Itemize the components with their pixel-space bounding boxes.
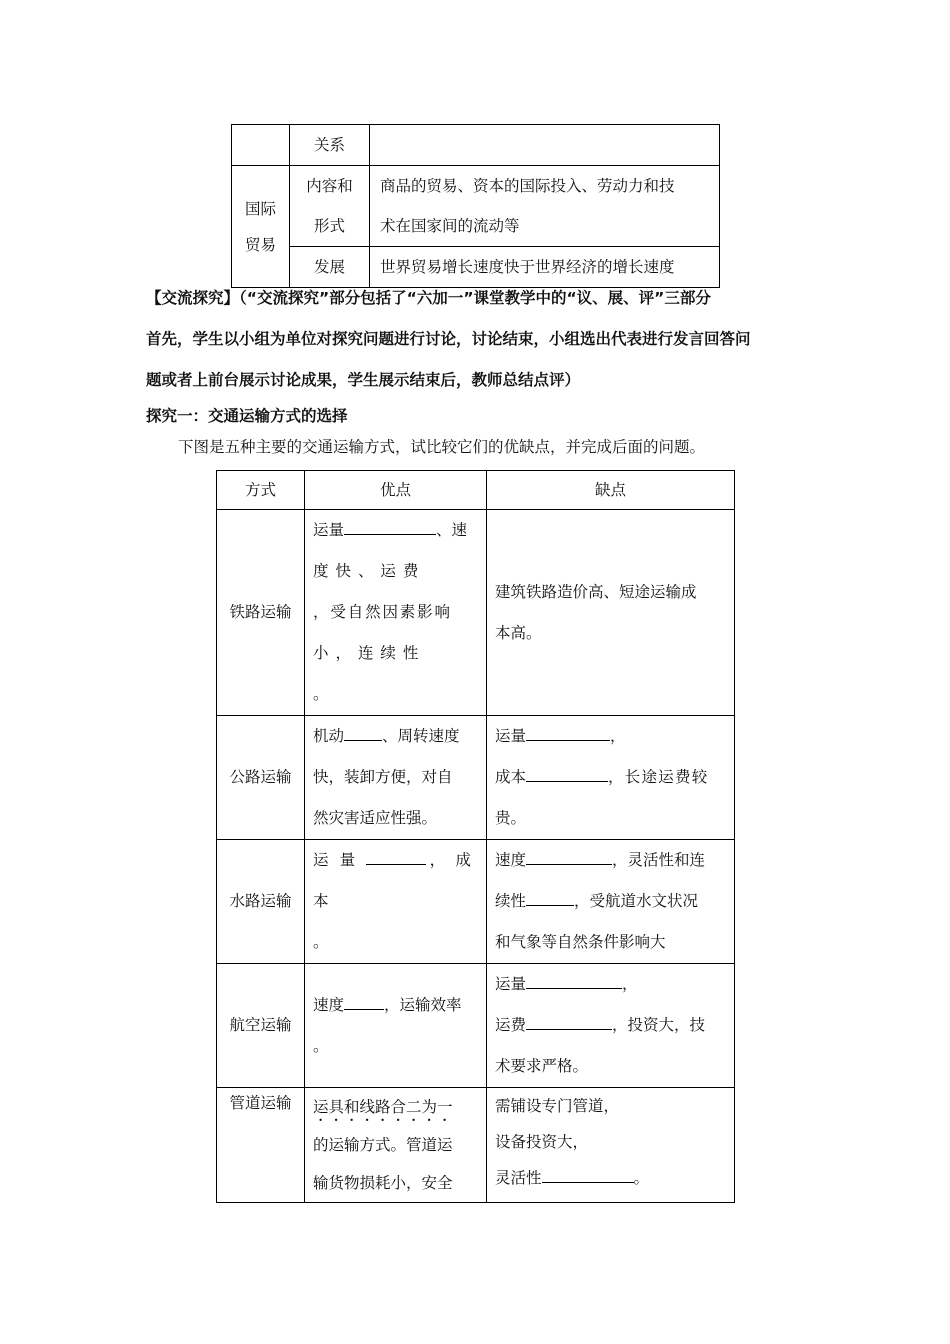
table-header-row	[217, 471, 735, 510]
pipe-advantages: 运具和线路合二为一 的运输方式。管道运 输货物损耗小，安全	[305, 1088, 487, 1203]
transport-table	[216, 470, 735, 1203]
table-row-pipe	[217, 1088, 735, 1203]
inquiry-intro: 下图是五种主要的交通运输方式，试比较它们的优缺点，并完成后面的问题。	[178, 438, 706, 456]
table-row-water	[217, 840, 735, 964]
blank	[526, 725, 610, 742]
trade-table	[231, 124, 720, 288]
road-advantages: 机动 、周转速度 快，装卸方便，对自 然灾害适应性强。	[305, 716, 487, 840]
mode-pipe: 管道运输	[217, 1088, 305, 1203]
blank	[526, 849, 612, 866]
mode-water: 水路运输	[217, 840, 305, 964]
content-form-label: 内容和 形式	[290, 166, 370, 247]
rail-advantages: 运量 、速 度快、运费 ，受自然因素影响 小，连续性 。	[305, 510, 487, 716]
rail-disadvantages: 建筑铁路造价高、短途运输成 本高。	[487, 510, 735, 716]
blank	[344, 725, 382, 742]
group-label: 国际 贸易	[232, 166, 290, 288]
mode-air: 航空运输	[217, 964, 305, 1088]
table-row	[232, 125, 720, 166]
development-value: 世界贸易增长速度快于世界经济的增长速度	[370, 247, 720, 288]
header-advantages: 优点	[305, 471, 487, 510]
blank	[344, 519, 436, 536]
relation-label: 关系	[290, 125, 370, 166]
table-row-rail	[217, 510, 735, 716]
inquiry-heading: 探究一：交通运输方式的选择	[146, 407, 348, 425]
table-row-road	[217, 716, 735, 840]
blank	[366, 849, 426, 866]
table-row	[232, 166, 720, 247]
blank	[344, 993, 384, 1010]
header-disadvantages: 缺点	[487, 471, 735, 510]
blank	[526, 1014, 612, 1031]
road-disadvantages: 运量 ， 成本 ，长途运费较 贵。	[487, 716, 735, 840]
content-form-value: 商品的贸易、资本的国际投入、劳动力和技 术在国家间的流动等	[370, 166, 720, 247]
mode-road: 公路运输	[217, 716, 305, 840]
pipe-disadvantages: 需铺设专门管道， 设备投资大， 灵活性 。	[487, 1088, 735, 1203]
air-advantages: 速度 ，运输效率 。	[305, 964, 487, 1088]
blank	[526, 973, 622, 990]
development-label: 发展	[290, 247, 370, 288]
blank	[542, 1167, 634, 1184]
water-advantages: 运量 ，成本 。	[305, 840, 487, 964]
blank	[526, 890, 574, 907]
air-disadvantages: 运量 ， 运费 ，投资大，技 术要求严格。	[487, 964, 735, 1088]
blank	[526, 766, 608, 783]
header-mode: 方式	[217, 471, 305, 510]
water-disadvantages: 速度 ，灵活性和连 续性 ，受航道水文状况 和气象等自然条件影响大	[487, 840, 735, 964]
table-row-air	[217, 964, 735, 1088]
exchange-paragraph: 【交流探究】（“交流探究”部分包括了“六加一”课堂教学中的“议、展、评”三部分 首先，学生以小组为单位对探究问题进行讨论，讨论结束，小组选出代表进行发言回答问 题或者上前台展示讨论成果，学生展示结束后，教师总结点评）	[146, 289, 751, 389]
mode-rail: 铁路运输	[217, 510, 305, 716]
